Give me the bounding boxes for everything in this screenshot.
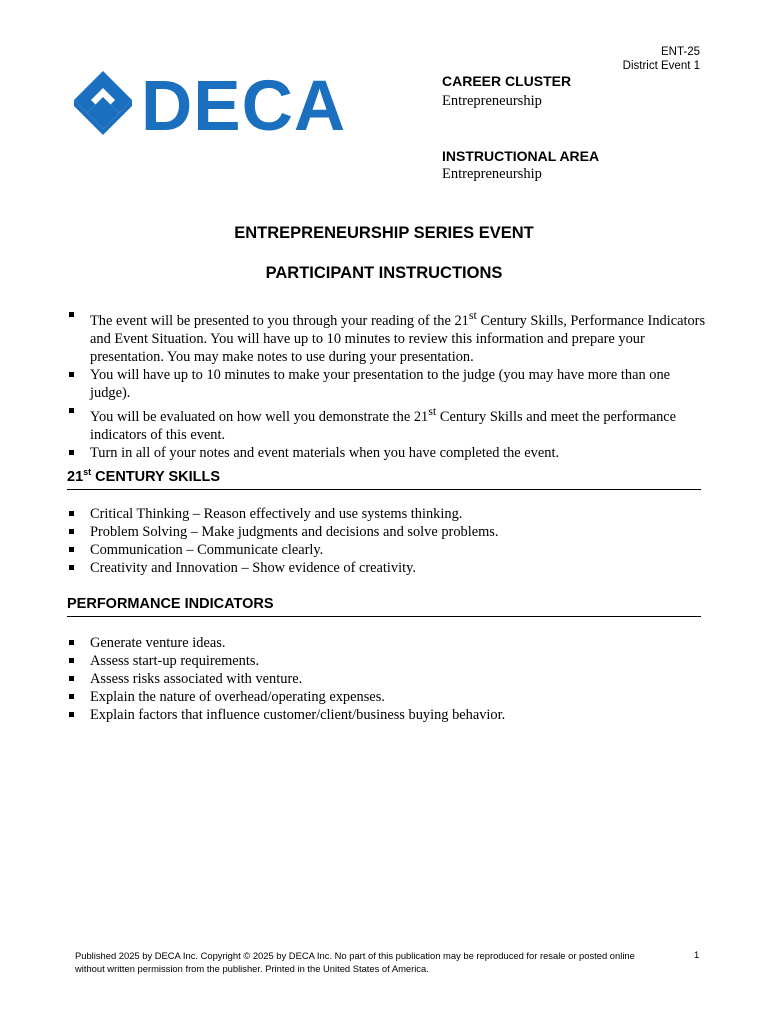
list-item: The event will be presented to you through your reading of the 21st Century Skills, Performance Indicators and Event Situation. You will have up to 10 minutes to review this information and prepare your presentation. You may make notes to use during your presentation. bbox=[67, 306, 707, 366]
page-number: 1 bbox=[694, 949, 700, 960]
list-item: Explain factors that influence customer/client/business buying behavior. bbox=[67, 706, 707, 724]
skills-heading: 21st CENTURY SKILLS bbox=[67, 467, 701, 490]
list-item: Generate venture ideas. bbox=[67, 634, 707, 652]
event-code: ENT-25 bbox=[661, 46, 700, 58]
career-cluster-value: Entrepreneurship bbox=[442, 93, 542, 109]
list-item: Critical Thinking – Reason effectively and use systems thinking. bbox=[67, 505, 707, 523]
event-title: ENTREPRENEURSHIP SERIES EVENT bbox=[234, 224, 534, 242]
list-item: Turn in all of your notes and event materials when you have completed the event. bbox=[67, 444, 707, 462]
instructions-title: PARTICIPANT INSTRUCTIONS bbox=[265, 264, 503, 282]
logo-wordmark: DECA bbox=[141, 70, 347, 136]
list-item: You will be evaluated on how well you demonstrate the 21st Century Skills and meet the performance indicators of this event. bbox=[67, 402, 707, 444]
list-item: Assess start-up requirements. bbox=[67, 652, 707, 670]
career-cluster-label: CAREER CLUSTER bbox=[442, 73, 572, 89]
performance-indicators-list bbox=[67, 634, 707, 724]
instructional-area-value: Entrepreneurship bbox=[442, 166, 542, 182]
deca-diamond-icon bbox=[74, 71, 132, 135]
deca-logo bbox=[73, 70, 368, 136]
instructions-list bbox=[67, 306, 707, 462]
performance-indicators-heading: PERFORMANCE INDICATORS bbox=[67, 596, 701, 617]
list-item: Creativity and Innovation – Show evidence of creativity. bbox=[67, 559, 707, 577]
skills-list bbox=[67, 505, 707, 577]
list-item: You will have up to 10 minutes to make your presentation to the judge (you may have more than one judge). bbox=[67, 366, 707, 402]
copyright-footer: Published 2025 by DECA Inc. Copyright © 2025 by DECA Inc. No part of this publication may be reproduced for resale or posted online without written permission from the publisher. Printed in the United States of America. bbox=[75, 950, 635, 974]
list-item: Communication – Communicate clearly. bbox=[67, 541, 707, 559]
event-level: District Event 1 bbox=[622, 60, 700, 72]
list-item: Assess risks associated with venture. bbox=[67, 670, 707, 688]
instructional-area-label: INSTRUCTIONAL AREA bbox=[442, 148, 600, 164]
list-item: Explain the nature of overhead/operating expenses. bbox=[67, 688, 707, 706]
list-item: Problem Solving – Make judgments and decisions and solve problems. bbox=[67, 523, 707, 541]
event-code-block bbox=[623, 45, 700, 73]
